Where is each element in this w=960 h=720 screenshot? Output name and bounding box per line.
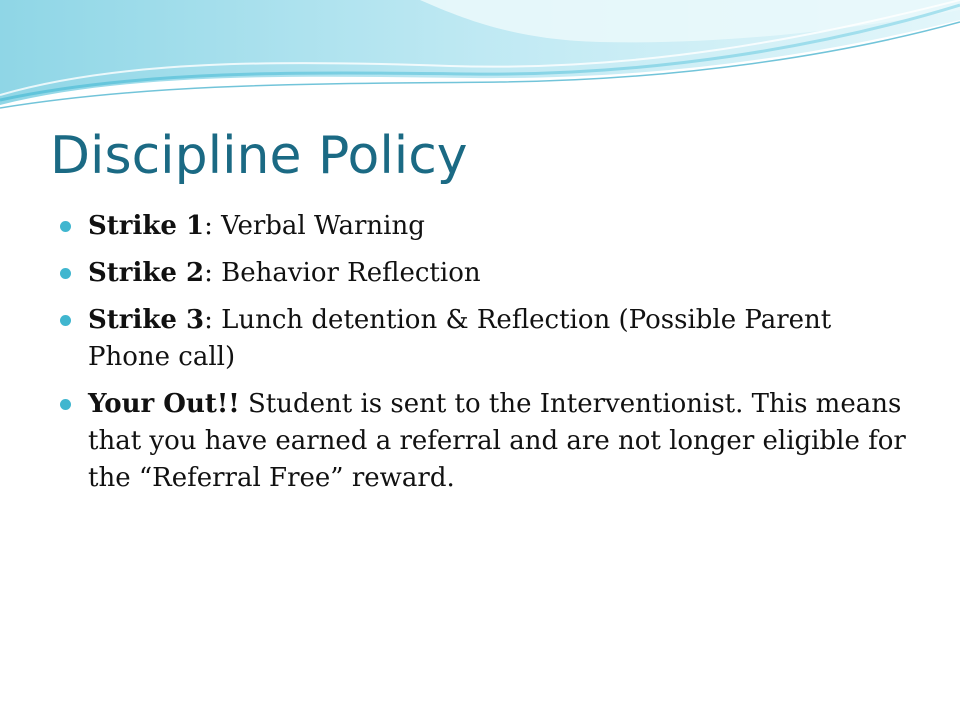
bullet-lead: Strike 3: [88, 305, 205, 335]
bullet-dot-icon: [60, 399, 71, 410]
slide-title: Discipline Policy: [50, 126, 468, 186]
bullet-dot-icon: [60, 221, 71, 232]
bullet-text: [88, 305, 831, 372]
bullet-lead: Your Out!!: [88, 389, 240, 419]
bullet-rest: Student is sent to the Interventionist. This means that you have earned a referral and are not longer eligible for the “Referral Free” reward.: [88, 389, 906, 493]
bullet-item-your-out: [58, 386, 918, 497]
bullet-item-strike-3: [58, 302, 918, 376]
bullet-text: [88, 389, 906, 493]
bullet-text: [88, 258, 481, 288]
bullet-rest: : Verbal Warning: [204, 211, 425, 241]
bullet-item-strike-2: [58, 255, 918, 292]
bullet-list: [58, 208, 918, 507]
wave-header-decoration: [0, 0, 960, 115]
bullet-dot-icon: [60, 268, 71, 279]
bullet-item-strike-1: [58, 208, 918, 245]
bullet-rest: : Behavior Reflection: [204, 258, 481, 288]
bullet-lead: Strike 1: [88, 211, 205, 241]
bullet-text: [88, 211, 425, 241]
bullet-dot-icon: [60, 315, 71, 326]
bullet-rest: : Lunch detention & Reflection (Possible Parent Phone call): [88, 305, 832, 372]
bullet-lead: Strike 2: [88, 258, 205, 288]
